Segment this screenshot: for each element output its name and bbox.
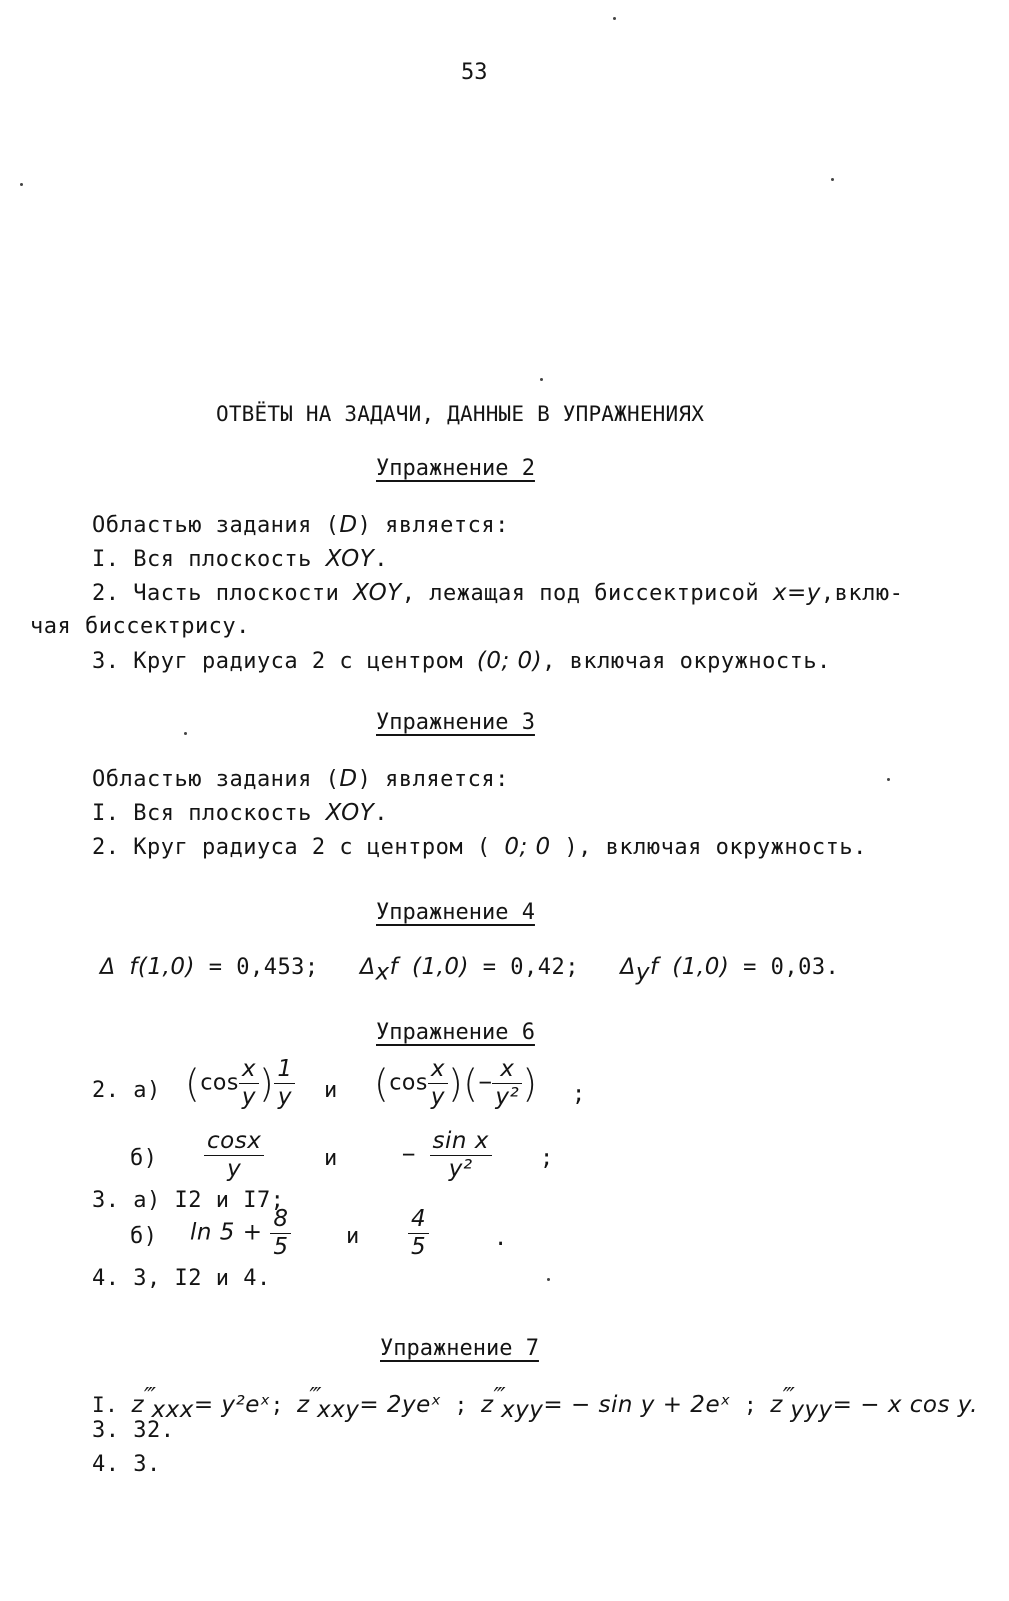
fraction-cosx-over-y: $\frac{\cos x}{y}$	[204, 1130, 264, 1181]
ex6-2a-semicolon: ;	[572, 1082, 586, 1107]
scan-speck	[887, 778, 890, 781]
fraction-x-over-y: $\frac{x}{y}$	[428, 1058, 448, 1109]
fraction-1-over-y: $\frac{1}{y}$	[274, 1058, 295, 1109]
scan-speck	[184, 732, 187, 735]
ex6-3b-expr-2	[408, 1208, 429, 1259]
ex6-2a-and: и	[324, 1078, 338, 1103]
ex2-item-1: I. Вся плоскость XOY.	[92, 546, 389, 572]
ex6-2b-label: б)	[130, 1146, 158, 1171]
ex6-2a-expr-1: (cos $\frac{x}{y}$ ) $\frac{1}{y}$	[185, 1058, 295, 1109]
exercise-4-heading: Упражнение 4	[376, 900, 535, 925]
fraction-x-over-y2: $\frac{x}{\text{y²}}$	[492, 1058, 522, 1109]
ex6-3b-period: .	[494, 1226, 508, 1251]
ex6-2b-expr-2: − $\frac{\text{sin x}}{\text{y²}}$	[402, 1130, 492, 1181]
ex6-2a-expr-2: (cos $\frac{x}{y}$ )(− $\frac{x}{\text{y²}}$ )	[374, 1056, 538, 1110]
exercise-7-heading: Упражнение 7	[380, 1336, 539, 1361]
ex6-2b-semicolon: ;	[540, 1146, 554, 1171]
ex4-increments: Δ f(1,0) = 0,453; $\Delta_xf$ (1,0) = 0,42; $\Delta_yf$ (1,0) = 0,03.	[100, 954, 840, 986]
ex3-intro: Областью задания (D) является:	[92, 766, 509, 792]
ex3-item-1: I. Вся плоскость XOY.	[92, 800, 389, 826]
ex6-3b-expr-1: ln 5 + $\frac{8}{5}$	[190, 1208, 291, 1259]
ex7-derivatives: I. $z^‴_{xxx}=$ y²eˣ; $z^‴_{xxy}=$ 2yeˣ ; $z^‴_{xyy}= - \sin y$ + 2eˣ ; $z^‴_{yyy}= - x$ cos y.	[92, 1384, 978, 1424]
fraction-x-over-y: $\frac{x}{y}$	[239, 1058, 259, 1109]
fraction-4-over-5: $\frac{4}{5}$	[408, 1208, 429, 1259]
scan-speck	[547, 1278, 550, 1281]
scan-speck	[613, 17, 616, 20]
scan-speck	[540, 378, 543, 381]
ex2-item-2-continuation: чая биссектрису.	[30, 614, 250, 639]
ex6-2b-and: и	[324, 1146, 338, 1171]
fraction-8-over-5: $\frac{8}{5}$	[270, 1208, 291, 1259]
ex6-3b-and: и	[346, 1224, 360, 1249]
exercise-6-heading: Упражнение 6	[376, 1020, 535, 1045]
ex6-2b-expr-1	[204, 1130, 264, 1181]
ex2-intro: Областью задания (D) является:	[92, 512, 509, 538]
ex7-3: 3. 32.	[92, 1418, 175, 1443]
page-title: ОТВЁТЫ НА ЗАДАЧИ, ДАННЫЕ В УПРАЖНЕНИЯХ	[216, 402, 705, 426]
scan-speck	[831, 178, 834, 181]
ex6-3b-label: б)	[130, 1224, 158, 1249]
ex7-4: 4. 3.	[92, 1452, 161, 1477]
ex2-item-2: 2. Часть плоскости XOY, лежащая под биссектрисой x=y,вклю-	[92, 580, 904, 606]
ex6-2a-label: 2. а)	[92, 1078, 161, 1103]
fraction-sinx-over-y2: $\frac{\text{sin x}}{\text{y²}}$	[430, 1130, 492, 1181]
exercise-3-heading: Упражнение 3	[376, 710, 535, 735]
ex3-item-2: 2. Круг радиуса 2 с центром ( 0; 0 ), включая окружность.	[92, 834, 867, 860]
ex2-item-3: 3. Круг радиуса 2 с центром (0; 0), включая окружность.	[92, 648, 831, 674]
ex6-3a: 3. а) I2 и I7;	[92, 1188, 285, 1213]
ex6-4: 4. 3, I2 и 4.	[92, 1266, 271, 1291]
exercise-2-heading: Упражнение 2	[376, 456, 535, 481]
page-number: 53	[461, 60, 488, 85]
scan-speck	[20, 183, 23, 186]
